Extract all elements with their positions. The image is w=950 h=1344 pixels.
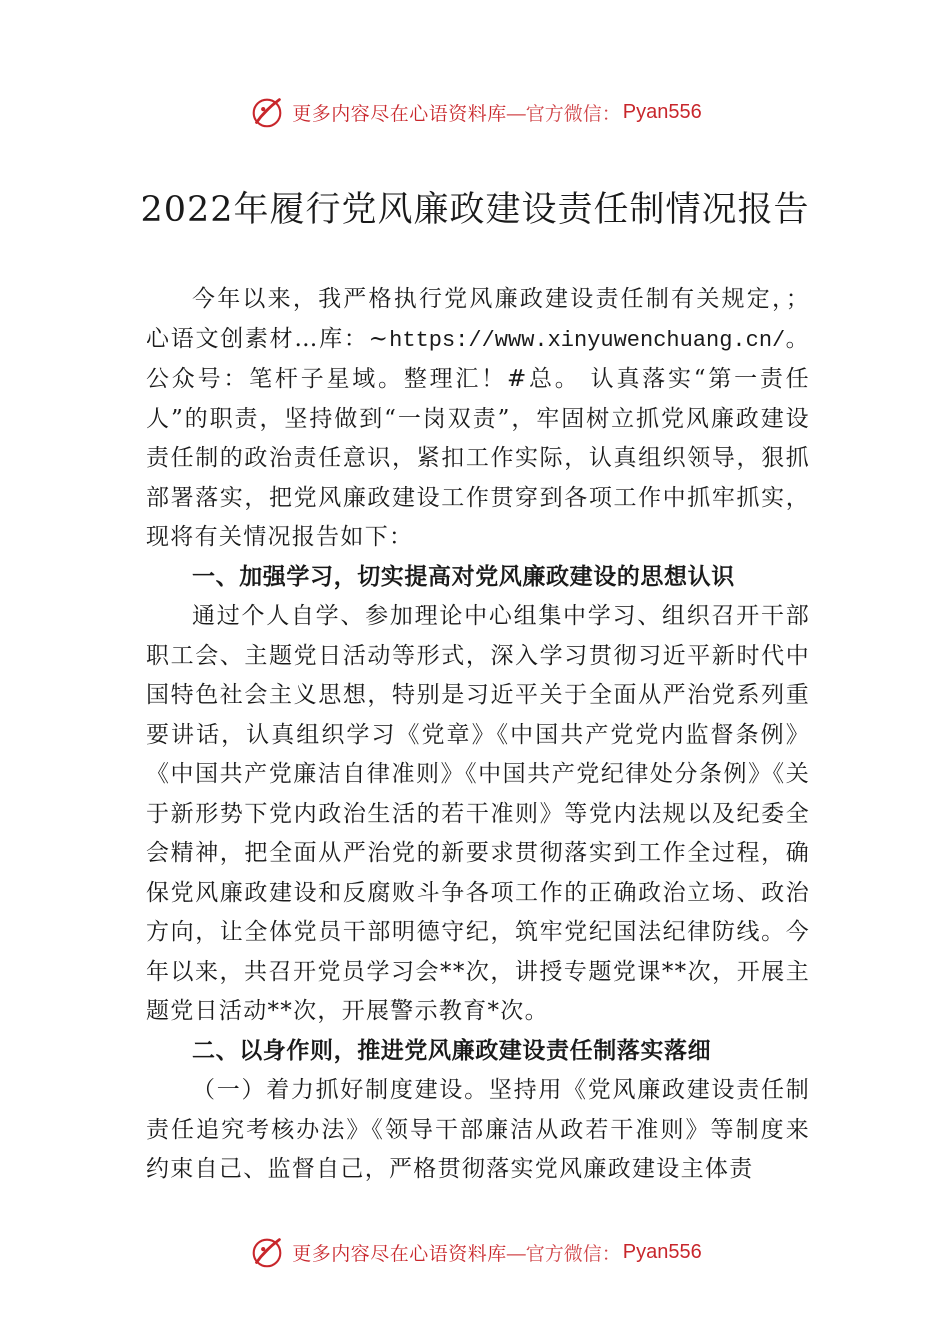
- brush-logo-icon: [248, 93, 286, 131]
- intro-url: https://www.xinyuwenchuang.cn/: [389, 327, 786, 353]
- banner-dash: —官方微信：: [506, 1243, 621, 1265]
- banner-handle: Pyan556: [622, 100, 702, 123]
- banner-dash: —官方微信：: [506, 103, 621, 125]
- banner-text: 更多内容尽在心语资料库: [292, 102, 507, 125]
- document-title: 2022年履行党风廉政建设责任制情况报告: [140, 190, 810, 230]
- brush-logo-icon: [248, 1233, 286, 1271]
- header-banner: [0, 92, 950, 132]
- intro-paragraph: [146, 280, 810, 558]
- banner-handle: Pyan556: [622, 1240, 702, 1263]
- intro-text-a: 今年以来，我严格执行党风廉政建设责任制有关规定，；心语文创素材…库：~: [146, 286, 810, 352]
- intro-text-b: 。公众号：笔杆子星域。整理汇！#总。 认真落实“第一责任人”的职责，坚持做到“一岗双责”，牢固树立抓党风廉政建设责任制的政治责任意识，紧扣工作实际，认真组织领导，狠抓部署落实，把党风廉政建设工作贯穿到各项工作中抓牢抓实，现将有关情况报告如下：: [146, 325, 810, 550]
- section-heading-1: 一、加强学习，切实提高对党风廉政建设的思想认识: [192, 563, 735, 590]
- section-1-paragraph: 通过个人自学、参加理论中心组集中学习、组织召开干部职工会、主题党日活动等形式，深入学习贯彻习近平新时代中国特色社会主义思想，特别是习近平关于全面从严治党系列重要讲话，认真组织学习《党章》《中国共产党党内监督条例》《中国共产党廉洁自律准则》《中国共产党纪律处分条例》《关于新形势下党内政治生活的若干准则》等党内法规以及纪委全会精神，把全面从严治党的新要求贯彻落实到工作全过程，确保党风廉政建设和反腐败斗争各项工作的正确政治立场、政治方向，让全体党员干部明德守纪，筑牢党纪国法纪律防线。今年以来，共召开党员学习会**次，讲授专题党课**次，开展主题党日活动**次，开展警示教育*次。: [146, 603, 810, 1024]
- section-2-paragraph: （一）着力抓好制度建设。坚持用《党风廉政建设责任制责任追究考核办法》《领导干部廉洁从政若干准则》等制度来约束自己、监督自己，严格贯彻落实党风廉政建设主体责: [146, 1077, 810, 1182]
- footer-banner: [0, 1232, 950, 1272]
- banner-text: 更多内容尽在心语资料库: [292, 1242, 507, 1265]
- document-body: [146, 280, 810, 1190]
- section-heading-2: 二、以身作则，推进党风廉政建设责任制落实落细: [192, 1037, 712, 1064]
